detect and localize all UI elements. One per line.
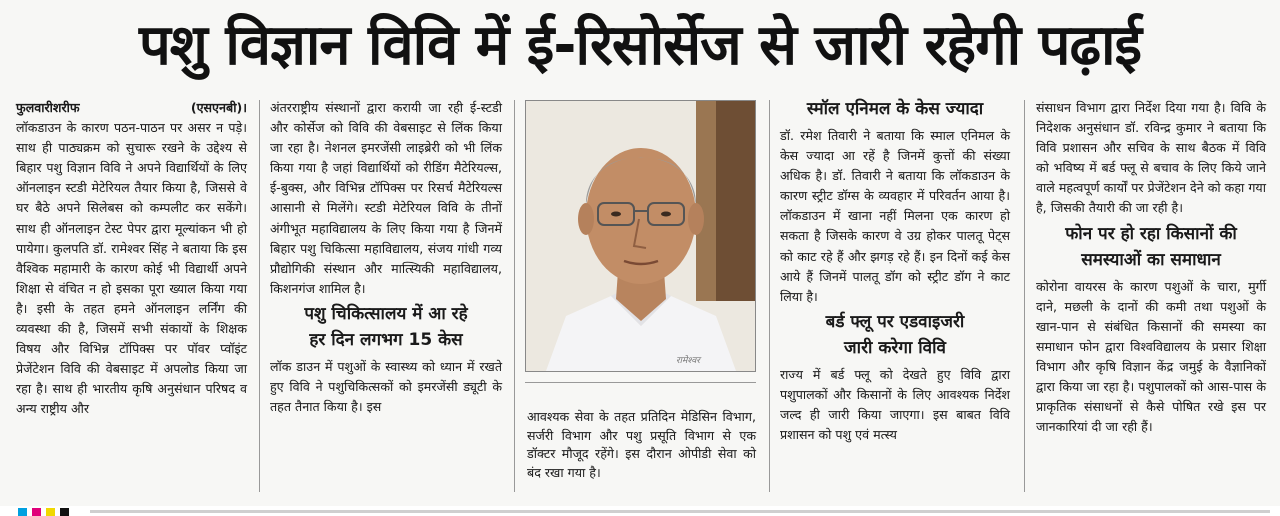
- black-registration-mark: [60, 508, 69, 516]
- subheading-line: जारी करेगा विवि: [844, 337, 946, 358]
- headline: पशु विज्ञान विवि में ई-रिसोर्सेज से जारी रहेगी पढ़ाई: [139, 13, 1141, 78]
- subheading-line: हर दिन लगभग 15 केस: [309, 329, 463, 350]
- dateline-agency: (एसएनबी)।: [190, 100, 247, 115]
- article-paragraph: कोरोना वायरस के कारण पशुओं के चारा, मुर्गी दाने, मछली के दानों की कमी तथा पशुओं के खान-पान से संबंधित किसानों की समस्या का समाधान फोन द्वारा विश्वविद्यालय के प्रसार शिक्षा विभाग और कृषि विज्ञान केंद्र जमुई के वैज्ञानिकों द्वारा किया जा रहा है। पशुपालकों को आस-पास के प्राकृतिक संसाधनों से कैसे पोषित रखे इस पर जानकारियां दी जा रही हैं।: [1036, 278, 1266, 435]
- subheading-line: समस्याओं का समाधान: [1081, 249, 1221, 270]
- bottom-rule: [90, 510, 1270, 513]
- portrait-illustration: [526, 101, 755, 371]
- photo-caption-divider: [525, 382, 756, 383]
- column-divider: [1024, 100, 1025, 492]
- dateline: [16, 98, 247, 118]
- column-1: [16, 98, 247, 420]
- column-divider: [259, 100, 260, 492]
- article-paragraph: डॉ. रमेश तिवारी ने बताया कि स्माल एनिमल के केस ज्यादा आ रहें है जिनमें कुत्तों की संख्या अधिक है। डॉ. तिवारी ने बताया कि लॉकडाउन के कारण स्ट्रीट डॉग्स के व्यवहार में परिवर्तन आया है। लॉकडाउन में खाना नहीं मिलना एक कारण हो सकता है जिसके कारण वे उग्र होकर पालतू पेट्स को काट रहे हैं और झगड़ रहे हैं। इन दिनों कई केस आये हैं जिनमें पालतू डॉग को स्ट्रीट डॉग ने काट लिया है।: [780, 128, 1010, 304]
- article-paragraph: संसाधन विभाग द्वारा निर्देश दिया गया है। विवि के निदेशक अनुसंधान डॉ. रविन्द्र कुमार ने बताया कि विवि प्रशासन और सचिव के साथ बैठक में विवि को भविष्य में बर्ड फ्लू से बचाव के लिए किये जाने वाले महत्वपूर्ण कार्यों पर प्रेजेंटेशन देने को कहा गया है, जिसकी तैयारी की जा रही है।: [1036, 100, 1266, 216]
- subheading-line: फोन पर हो रहा किसानों की: [1065, 223, 1237, 244]
- cyan-registration-mark: [18, 508, 27, 516]
- subheading: स्मॉल एनिमल के केस ज्यादा: [806, 99, 984, 119]
- column-5: [1036, 98, 1266, 437]
- subheading: [270, 301, 502, 353]
- column-2: [270, 98, 502, 417]
- column-divider: [769, 100, 770, 492]
- article-paragraph: आवश्यक सेवा के तहत प्रतिदिन मेडिसिन विभाग, सर्जरी विभाग और पशु प्रसूति विभाग से एक डॉक्टर मौजूद रहेंगे। इस दौरान ओपीडी सेवा को बंद रखा गया है।: [527, 409, 756, 480]
- subheading-line: बर्ड फ्लू पर एडवाइजरी: [825, 311, 965, 332]
- subheading: [1036, 221, 1266, 273]
- article-paragraph: राज्य में बर्ड फ्लू को देखते हुए विवि द्वारा पशुपालकों और किसानों के लिए आवश्यक निर्देश जल्द ही जारी किया जाएगा। इस बाबत विवि प्रशासन को पशु एवं मत्स्य: [780, 366, 1010, 443]
- photo-signature: रामेश्वर: [676, 356, 700, 366]
- column-4: [780, 96, 1010, 445]
- article-paragraph: लॉकडाउन के कारण पठन-पाठन पर असर न पड़े। साथ ही पाठ्यक्रम को सुचारू रखने के उद्देश्य से बिहार पशु विज्ञान विवि ने अपने विद्यार्थियों के लिए ऑनलाइन स्टडी मेटेरियल तैयार किया है, जिससे वे घर बैठे अपने सिलेबस को कम्पलीट कर सकेंगे। साथ ही ऑनलाइन टेस्ट पेपर द्वारा मूल्यांकन भी हो पायेगा। कुलपति डॉ. रामेश्वर सिंह ने बताया कि इस वैश्विक महामारी के कारण कोई भी विद्यार्थी अपने शिक्षा से वंचित न हो इसका पूरा ख्याल किया गया है। इसी के तहत हमने ऑनलाइन लर्निंग की व्यवस्था की है, जिसमें सभी संकायों के शिक्षक विषय और विभिन्न टॉपिक्स पर पॉवर प्वॉइंट प्रेजेंटेशन विवि की वेबसाइट में अपलोड किया जा रहा है। साथ ही भारतीय कृषि अनुसंधान परिषद व अन्य राष्ट्रीय और: [16, 120, 247, 417]
- magenta-registration-mark: [32, 508, 41, 516]
- subheading-line: पशु चिकित्सालय में आ रहे: [304, 303, 468, 324]
- column-divider: [514, 100, 515, 492]
- subheading: [780, 309, 1010, 361]
- article-paragraph: लॉक डाउन में पशुओं के स्वास्थ्य को ध्यान में रखते हुए विवि ने पशुचिकित्सकों को इमरजेंसी ड्यूटी के तहत तैनात किया है। इस: [270, 358, 502, 415]
- dateline-place: फुलवारीशरीफ: [16, 100, 80, 115]
- yellow-registration-mark: [46, 508, 55, 516]
- portrait-photo: [525, 100, 756, 372]
- column-3: [527, 408, 756, 482]
- article-paragraph: अंतरराष्ट्रीय संस्थानों द्वारा करायी जा रही ई-स्टडी और कोर्सेज को विवि की वेबसाइट से लिंक किया जा रहा है। नेशनल इमरजेंसी लाइब्रेरी को भी लिंक किया गया है जहां विद्यार्थियों को रीडिंग मैटेरियल्स, ई-बुक्स, और विभिन्न टॉपिक्स पर रिसर्च मैटेरियल्स आसानी से मिलेंगे। स्टडी मेटेरियल विवि के तीनों अंगीभूत महाविद्यालय के लिए किया गया है जिनमें बिहार पशु चिकित्सा महाविद्यालय, संजय गांधी गव्य प्रौद्योगिकी संस्थान और मात्स्यिकी महाविद्यालय, किशनगंज शामिल है।: [270, 100, 502, 296]
